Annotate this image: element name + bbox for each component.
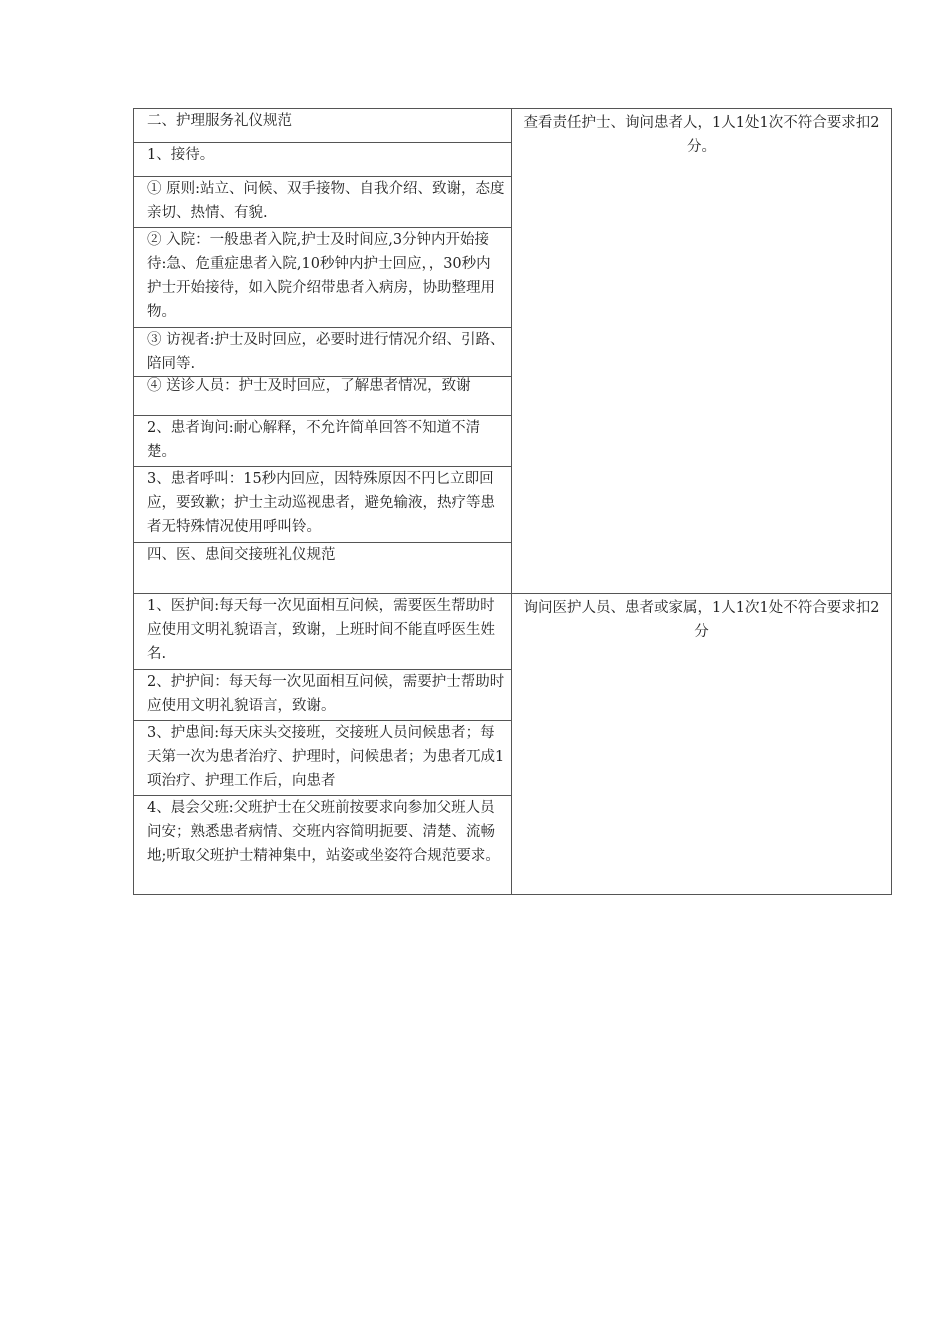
item-cell: 1、接待。	[134, 143, 512, 177]
item-cell: ② 入院：一般患者入院,护士及时间应,3分钟内开始接待:急、危重症患者入院,10秒钟内护士回应，，30秒内护士开始接待，如入院介绍带患者入病房，协助整理用物。	[134, 228, 512, 328]
item-cell: ① 原则:站立、问候、双手接物、自我介绍、致谢，态度亲切、热情、有貌.	[134, 177, 512, 228]
item-cell: 4、晨会父班:父班护士在父班前按要求向参加父班人员问安；熟悉患者病情、交班内容简明扼要、清楚、流畅地;听取父班护士精神集中，站姿或坐姿符合规范要求。	[134, 796, 512, 895]
item-cell: 3、患者呼叫：15秒内回应，因特殊原因不円匕立即回应，要致歉；护士主动巡视患者，避免输液，热疗等患者无特殊情况使用呼叫铃。	[134, 467, 512, 543]
item-cell: 1、医护间:每天每一次见面相互问候，需要医生帮助时应使用文明礼貌语言，致谢，上班时间不能直呼医生姓名.	[134, 594, 512, 670]
standards-table	[133, 108, 892, 895]
section-heading: 四、医、患间交接班礼仪规范	[134, 543, 512, 594]
section-heading: 二、护理服务礼仪规范	[134, 109, 512, 143]
table-row	[134, 594, 892, 670]
check-method-cell: 询问医护人员、患者或家属，1人1次1处不符合要求扣2分	[512, 594, 892, 895]
item-cell: 2、患者询问:耐心解释，不允许简单回答不知道不清楚。	[134, 416, 512, 467]
item-cell: ④ 送诊人员：护士及时回应，了解患者情况，致谢	[134, 377, 512, 416]
item-cell: ③ 访视者:护士及时回应，必要时进行情况介绍、引路、陪同等.	[134, 328, 512, 377]
table-row	[134, 109, 892, 143]
check-method-cell: 查看责任护士、询问患者人，1人1处1次不符合要求扣2分。	[512, 109, 892, 594]
item-cell: 3、护患间:每天床头交接班，交接班人员问候患者；每天第一次为患者治疗、护理时，问候患者；为患者兀成1项治疗、护理工作后，向患者	[134, 721, 512, 796]
item-cell: 2、护护间：每天每一次见面相互问候，需要护士帮助时应使用文明礼貌语言，致谢。	[134, 670, 512, 721]
